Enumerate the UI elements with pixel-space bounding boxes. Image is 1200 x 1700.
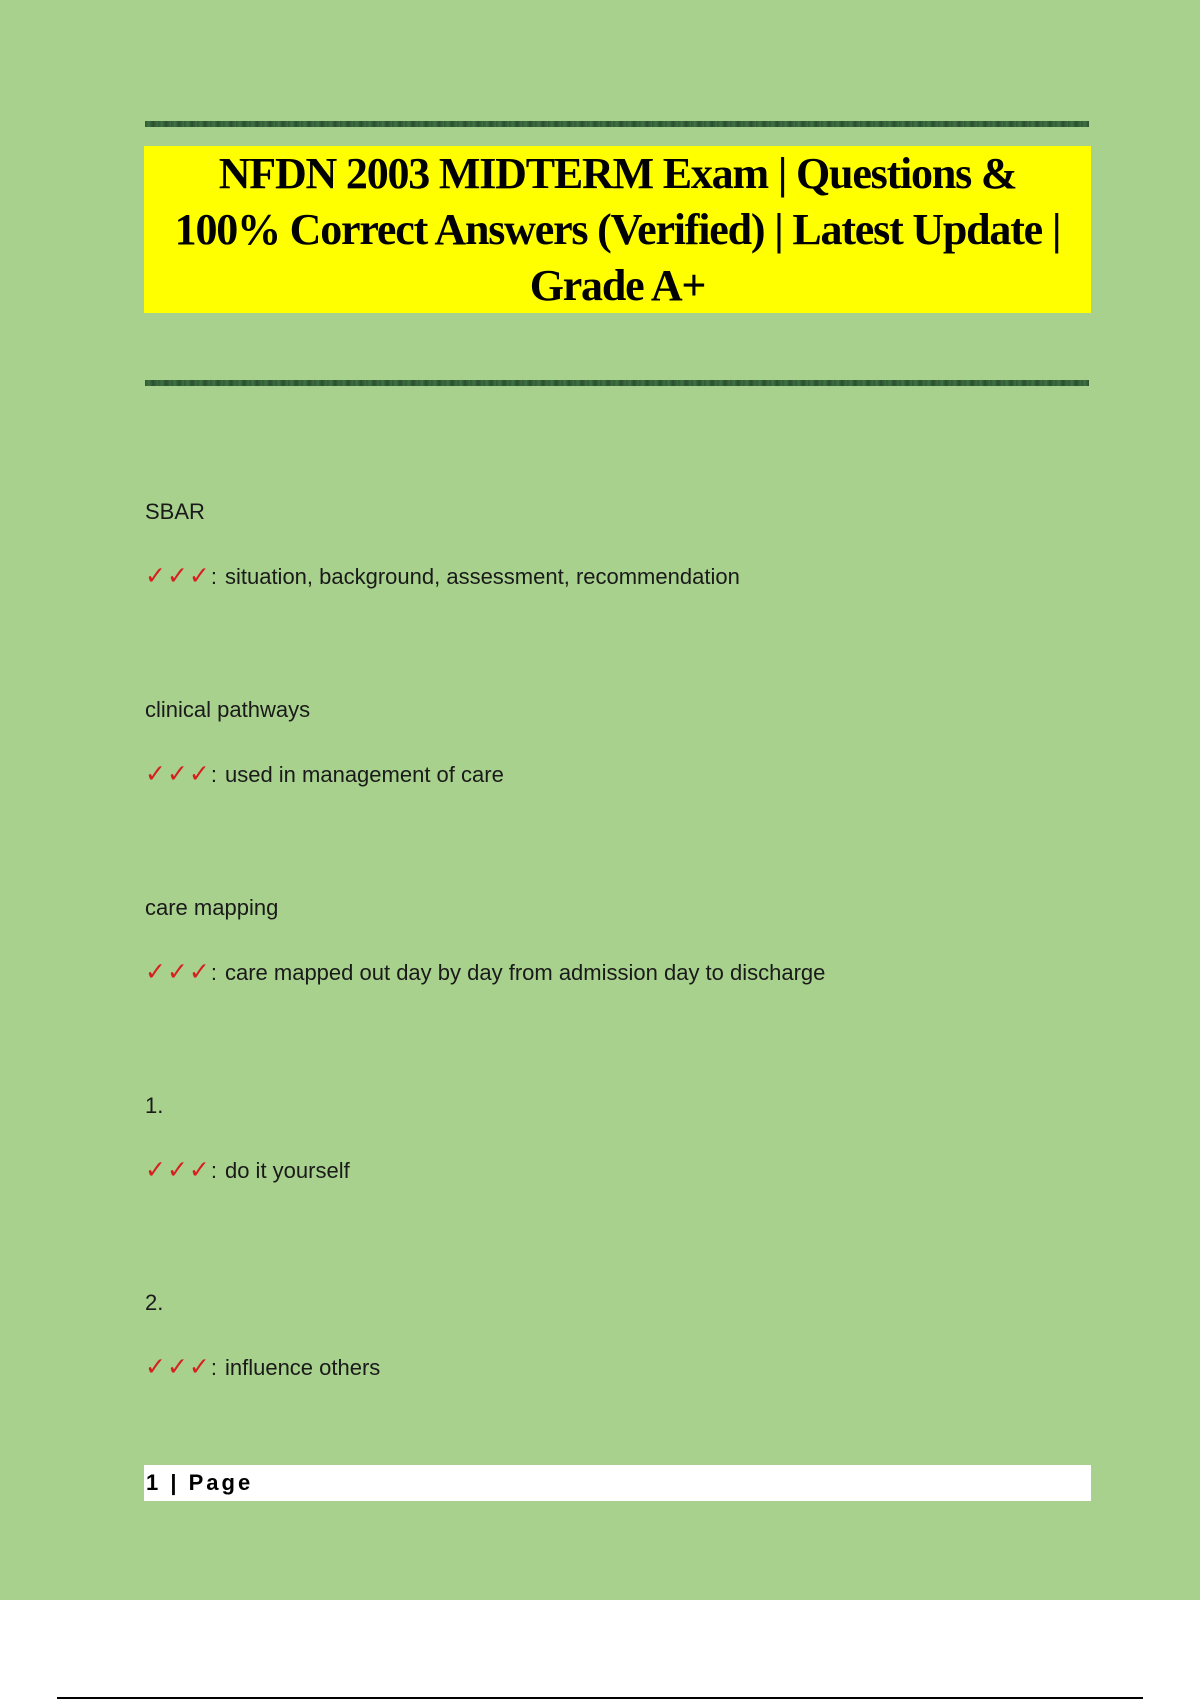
checkmark-icon: ✓✓✓ — [145, 957, 211, 986]
answer-separator: : — [210, 1158, 217, 1183]
question-text: clinical pathways — [145, 697, 311, 722]
answer-line — [145, 957, 825, 986]
answer-text: situation, background, assessment, recommendation — [224, 564, 740, 589]
title-highlight — [144, 146, 1091, 313]
answer-separator: : — [210, 960, 217, 985]
answer-line — [145, 759, 504, 788]
answer-text: do it yourself — [224, 1158, 350, 1183]
checkmark-icon: ✓✓✓ — [145, 561, 211, 590]
checkmark-icon: ✓✓✓ — [145, 759, 211, 788]
answer-separator: : — [210, 1355, 217, 1380]
question-text: 2. — [145, 1290, 164, 1315]
question-text: SBAR — [145, 499, 205, 524]
answer-separator: : — [210, 564, 217, 589]
answer-line — [145, 1155, 350, 1184]
answer-text: care mapped out day by day from admission day to discharge — [224, 960, 826, 985]
question-text: care mapping — [145, 895, 279, 920]
answer-line — [145, 1352, 380, 1381]
checkmark-icon: ✓✓✓ — [145, 1155, 211, 1184]
answer-separator: : — [210, 762, 217, 787]
question-text: 1. — [145, 1093, 164, 1118]
answer-text: influence others — [224, 1355, 381, 1380]
page-separator-line — [57, 1697, 1143, 1699]
page-number: 1 | Page — [146, 1470, 254, 1495]
answer-text: used in management of care — [224, 762, 504, 787]
page-footer — [144, 1465, 1091, 1501]
document-title: NFDN 2003 MIDTERM Exam | Questions & 100% Correct Answers (Verified) | Latest Update | Grade A+ — [174, 148, 1061, 310]
top-divider — [145, 121, 1089, 127]
bottom-divider — [145, 380, 1089, 386]
checkmark-icon: ✓✓✓ — [145, 1352, 211, 1381]
answer-line — [145, 561, 740, 590]
